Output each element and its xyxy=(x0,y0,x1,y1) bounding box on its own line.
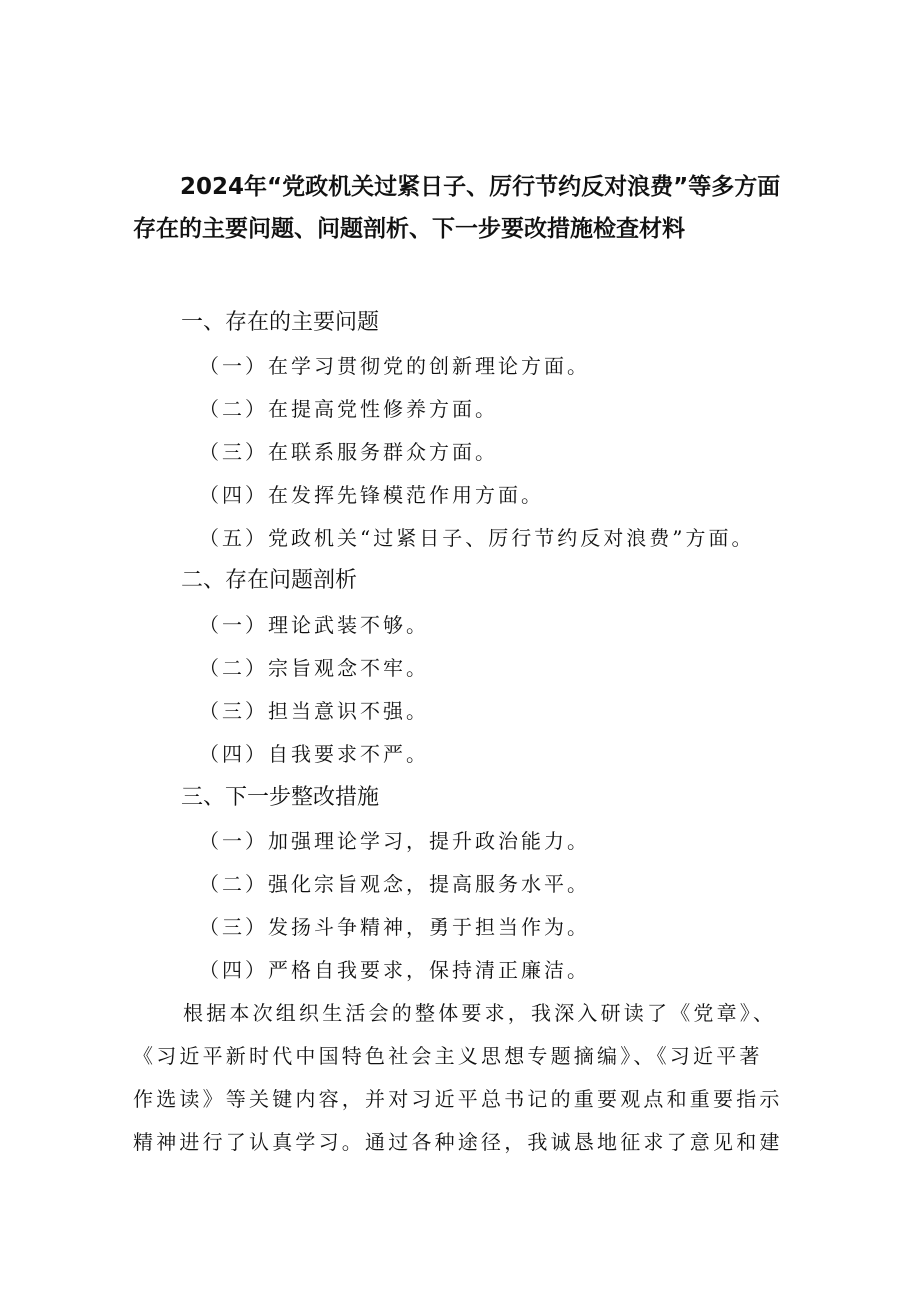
list-item: （二）在提高党性修养方面。 xyxy=(199,397,498,421)
list-item: （二）宗旨观念不牢。 xyxy=(199,656,429,680)
list-item: （一）在学习贯彻党的创新理论方面。 xyxy=(199,354,590,378)
list-item: （四）自我要求不严。 xyxy=(199,742,429,766)
list-item: （三）发扬斗争精神，勇于担当作为。 xyxy=(199,915,590,939)
paragraph-line: 根据本次组织生活会的整体要求，我深入研读了《党章》、 xyxy=(183,1001,777,1025)
paragraph-line: 精神进行了认真学习。通过各种途径，我诚恳地征求了意见和建 xyxy=(133,1130,783,1154)
list-item: （四）严格自我要求，保持清正廉洁。 xyxy=(199,958,590,982)
section-heading-1: 一、存在的主要问题 xyxy=(181,310,380,335)
list-item: （二）强化宗旨观念，提高服务水平。 xyxy=(199,872,590,896)
list-item: （一）加强理论学习，提升政治能力。 xyxy=(199,829,590,853)
paragraph-line: 《习近平新时代中国特色社会主义思想专题摘编》、《习近平著 xyxy=(133,1044,763,1068)
list-item: （四）在发挥先锋模范作用方面。 xyxy=(199,483,544,507)
list-item: （三）担当意识不强。 xyxy=(199,699,429,723)
list-item: （三）在联系服务群众方面。 xyxy=(199,440,498,464)
section-heading-2: 二、存在问题剖析 xyxy=(181,568,358,593)
document-title-line-1: 2024年“党政机关过紧日子、厉行节约反对浪费”等多方面 xyxy=(180,174,781,200)
list-item: （五）党政机关“过紧日子、厉行节约反对浪费”方面。 xyxy=(199,526,755,550)
list-item: （一）理论武装不够。 xyxy=(199,613,429,637)
paragraph-line: 作选读》等关键内容，并对习近平总书记的重要观点和重要指示 xyxy=(133,1087,783,1111)
document-title-line-2: 存在的主要问题、问题剖析、下一步要改措施检查材料 xyxy=(133,216,685,242)
section-heading-3: 三、下一步整改措施 xyxy=(181,785,380,810)
